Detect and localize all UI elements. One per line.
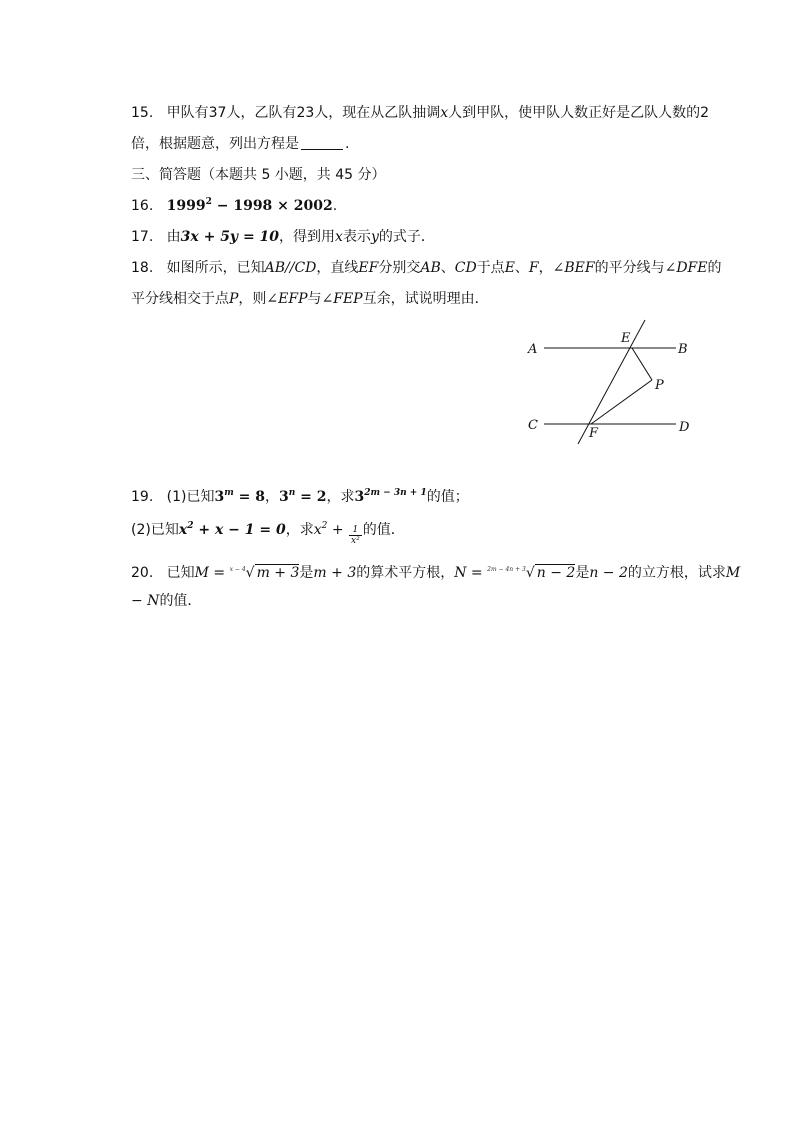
math-expression: $1999^2 - 1998 \times 2002$	[166, 197, 333, 214]
math-variable: N	[454, 565, 467, 581]
question-17	[131, 227, 701, 247]
math-variable: y	[370, 229, 379, 245]
question-text: 的式子．	[378, 229, 435, 245]
label-a: A	[528, 342, 538, 357]
math-equation: $3^m = 8$	[214, 488, 265, 505]
question-text: ，则	[238, 291, 267, 307]
question-text: 互余，试说明理由．	[362, 291, 489, 307]
question-text: 分别交	[378, 260, 421, 276]
math-expression: AB//CD	[264, 260, 317, 276]
question-15-line-1	[131, 103, 710, 123]
question-18-line-1	[131, 258, 722, 278]
question-20-line-1: 20. 已知M = $^{x - 4}$√ m + 3是m + 3的算术平方根，N = $^{2m - 4n + 3}$√ n − 2是n − 2的立方根，试求M	[131, 565, 741, 581]
question-text: 是	[575, 565, 590, 581]
radicand: n − 2	[536, 565, 576, 581]
question-text: ，求	[326, 489, 355, 505]
question-number: 18.	[131, 260, 154, 276]
question-text: 的值．	[362, 522, 405, 538]
section-heading	[131, 165, 701, 185]
question-text: ，得到用	[279, 229, 336, 245]
question-20-line-2	[131, 591, 701, 611]
math-variable: F	[528, 260, 539, 276]
question-text: 如图所示，已知	[166, 260, 265, 276]
label-e: E	[621, 331, 631, 346]
math-expression: m + 3	[313, 565, 357, 581]
label-f: F	[589, 426, 599, 441]
math-variable: AB	[420, 260, 441, 276]
label-p: P	[655, 378, 664, 393]
question-number: 15.	[131, 105, 154, 121]
math-variable: EF	[358, 260, 379, 276]
math-variable: M	[194, 565, 209, 581]
math-operator: =	[208, 565, 230, 581]
question-number: 17.	[131, 229, 154, 245]
math-expression: $x^2$ +	[313, 521, 349, 538]
question-18-line-2	[131, 289, 701, 309]
question-text: 与	[307, 291, 322, 307]
geometry-diagram	[522, 316, 698, 448]
question-number: 19.	[131, 489, 154, 505]
question-text: 、	[440, 260, 455, 276]
question-text: 甲队有37人，乙队有23人，现在从乙队抽调	[166, 105, 441, 121]
question-number: 20.	[131, 565, 154, 581]
question-text: ，直线	[316, 260, 359, 276]
question-text: 的算术平方根，	[356, 565, 455, 581]
root-index: x − 4	[229, 566, 246, 573]
radicand: m + 3	[256, 565, 300, 581]
question-text: 倍，根据题意，列出方程是	[131, 136, 299, 152]
fraction: $\frac{1}{\text{x²}}$	[351, 525, 360, 546]
label-b: B	[678, 342, 688, 357]
question-text: 表示	[342, 229, 371, 245]
math-angle: ∠FEP	[321, 291, 363, 307]
question-16	[131, 196, 701, 216]
label-d: D	[679, 420, 690, 435]
punctuation: .	[345, 136, 350, 152]
punctuation: .	[332, 198, 338, 214]
question-text: 的	[707, 260, 722, 276]
question-text: ，	[264, 489, 279, 505]
question-text: 的值；	[426, 489, 469, 505]
question-text: (1)已知	[166, 489, 215, 505]
math-operator: =	[466, 565, 488, 581]
question-text: ，求	[285, 522, 314, 538]
math-variable: E	[504, 260, 515, 276]
math-angle: ∠DFE	[664, 260, 708, 276]
math-variable: M	[725, 565, 741, 581]
question-19-part-2	[131, 520, 701, 546]
answer-blank[interactable]	[301, 135, 343, 150]
segment-ep	[632, 348, 652, 380]
question-text: 、	[514, 260, 529, 276]
math-variable: x	[335, 229, 343, 245]
question-text: 是	[299, 565, 314, 581]
question-text: 由	[166, 229, 181, 245]
math-angle: ∠BEF	[552, 260, 595, 276]
math-equation: $3^n = 2$	[278, 488, 327, 505]
question-text: (2)已知	[131, 522, 179, 538]
question-number: 16.	[131, 198, 154, 214]
question-text: 的值．	[159, 593, 202, 609]
question-text: 的平分线与	[594, 260, 665, 276]
question-19-part-1	[131, 487, 701, 507]
question-text: 平分线相交于点	[131, 291, 229, 307]
section-title: 三、简答题（本题共 5 小题，共 45 分）	[131, 167, 386, 183]
question-15-line-2	[131, 134, 701, 154]
math-expression: n − 2	[589, 565, 628, 581]
root-index: 2m − 4n + 3	[487, 566, 526, 573]
question-text: ，	[538, 260, 553, 276]
question-text: 于点	[476, 260, 505, 276]
math-variable: CD	[454, 260, 477, 276]
math-equation: $x^2 + x - 1 = 0$	[178, 521, 286, 538]
math-angle: ∠EFP	[266, 291, 308, 307]
question-text: 人到甲队，使甲队人数正好是乙队人数的2	[448, 105, 710, 121]
math-variable: P	[229, 291, 239, 307]
math-equation: 3x + 5y = 10	[180, 229, 280, 245]
math-expression: − N	[131, 593, 160, 609]
question-text: 的立方根，试求	[627, 565, 726, 581]
label-c: C	[528, 418, 538, 433]
question-text: 已知	[166, 565, 195, 581]
math-variable: x	[440, 105, 449, 121]
math-expression: $3^{2m - 3n + 1}$	[354, 488, 427, 505]
